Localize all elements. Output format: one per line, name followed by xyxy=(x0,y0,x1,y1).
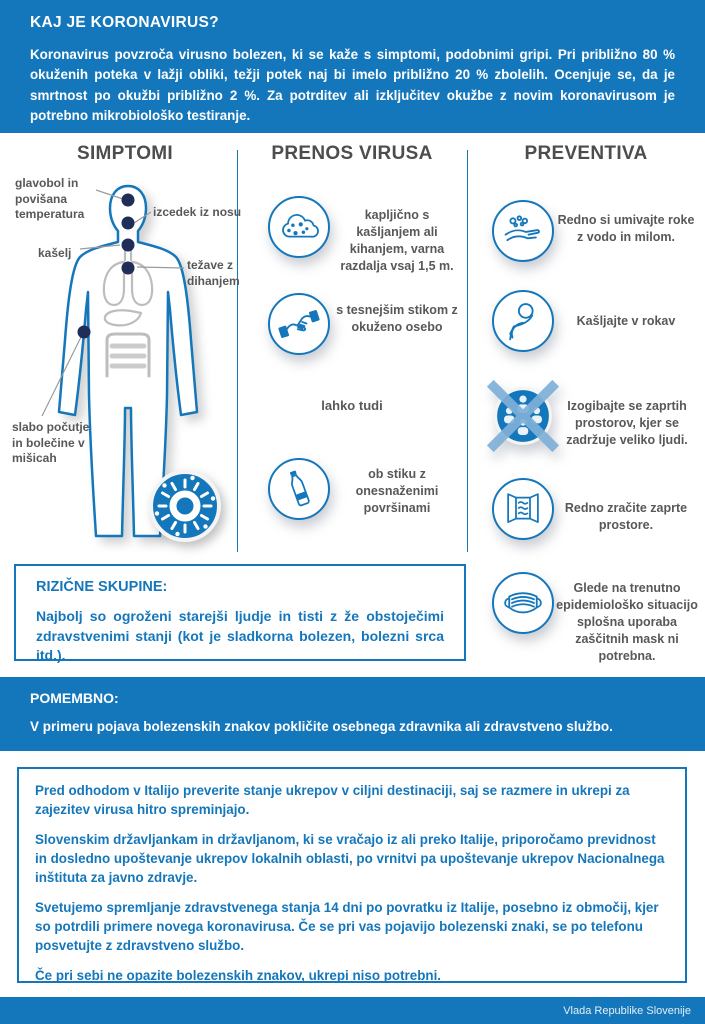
important-band xyxy=(0,677,705,751)
risk-groups-title: RIZIČNE SKUPINE: xyxy=(36,579,168,595)
symptom-label-runny-nose: izcedek iz nosu xyxy=(153,205,242,219)
hand-washing-icon xyxy=(492,200,554,262)
droplet-cloud-icon xyxy=(268,196,330,258)
symptom-label-headache: glavobol in povišana temperatura xyxy=(15,176,85,222)
page-title: KAJ JE KORONAVIRUS? xyxy=(30,14,219,31)
prevention-item-text: Kašljajte v rokav xyxy=(576,314,676,328)
prevention-item-text: Glede na trenutno epidemiološko situacijo splošna uporaba zaščitnih mask ni potrebna. xyxy=(556,581,698,663)
cough-in-sleeve-icon xyxy=(492,290,554,352)
transmission-item-text: ob stiku z onesnaženimi površinami xyxy=(355,467,439,515)
travel-paragraph: Slovenskim državljankam in državljanom, ki se vračajo iz ali preko Italije, priporočamo previdnost in dosledno upoštevanje ukrepov lokalnih oblasti, po vrnitvi pa upoštevanje ukrepov Nacionalnega inštituta za javno zdravje. xyxy=(35,832,665,886)
transmission-item-text: kapljično s kašljanjem ali kihanjem, varna razdalja vsaj 1,5 m. xyxy=(340,208,454,273)
symptom-label-breathing: težave z dihanjem xyxy=(187,258,240,288)
header-band xyxy=(0,0,705,133)
important-body: V primeru pojava bolezenskih znakov pokličite osebnega zdravnika ali zdravstveno službo. xyxy=(30,719,613,734)
handshake-icon xyxy=(268,293,330,355)
prevention-item-text: Redno si umivajte roke z vodo in milom. xyxy=(557,213,695,244)
open-window-icon xyxy=(492,478,554,540)
prevention-item-text: Redno zračite zaprte prostore. xyxy=(564,501,688,532)
prevention-item-text: Izogibajte se zaprtih prostorov, kjer se zadržuje veliko ljudi. xyxy=(566,399,688,447)
risk-groups-body: Najbolj so ogroženi starejši ljudje in tisti z že obstoječimi zdravstvenimi stanji (kot je sladkorna bolezen, bolezni srca itd.). xyxy=(36,608,444,664)
risk-groups-box xyxy=(14,564,466,664)
face-mask-icon xyxy=(492,572,554,634)
transmission-connector-text: lahko tudi xyxy=(321,398,383,413)
travel-advice-box xyxy=(17,767,687,983)
virus-icon xyxy=(151,472,219,540)
travel-paragraph: Če pri sebi ne opazite bolezenskih znakov, ukrepi niso potrebni. xyxy=(35,968,442,984)
symptom-label-malaise: slabo počutje in bolečine v mišicah xyxy=(12,420,90,466)
footer-text: Vlada Republike Slovenije xyxy=(563,1004,691,1017)
symptom-label-cough: kašelj xyxy=(38,246,72,260)
footer-band xyxy=(0,997,705,1024)
section-title-prevention: PREVENTIVA xyxy=(524,143,648,164)
travel-paragraph: Svetujemo spremljanje zdravstvenega stanja 14 dni po povratku iz Italije, posebno iz območij, kjer so potrdili primere novega koronavirusa. Če se pri vas pojavijo bolezenski znaki, se po telefonu posvetujte z zdravstveno službo. xyxy=(35,900,659,954)
section-title-symptoms: SIMPTOMI xyxy=(77,143,173,164)
header-paragraph: Koronavirus povzroča virusno bolezen, ki se kaže s simptomi, podobnimi gripi. Pri približno 80 % okuženih poteka v lažji obliki, težji potek naj bi imelo približno 20 % zbolelih. Ocenjuje se, da je smrtnost po okužbi približno 2 %. Za potrditev ali izključitev okužbe z novim koronavirusom je potrebno mikrobiološko testiranje. xyxy=(30,47,675,124)
important-title: POMEMBNO: xyxy=(30,690,119,706)
travel-paragraph: Pred odhodom v Italijo preverite stanje ukrepov v ciljni destinaciji, saj se razmere in ukrepi za zajezitev virusa hitro spreminjajo. xyxy=(35,783,630,818)
bottle-icon xyxy=(268,458,330,520)
avoid-crowds-icon xyxy=(485,378,561,454)
section-title-transmission: PRENOS VIRUSA xyxy=(271,143,433,164)
transmission-item-text: s tesnejšim stikom z okuženo osebo xyxy=(336,303,458,334)
column-divider-right xyxy=(467,150,468,552)
